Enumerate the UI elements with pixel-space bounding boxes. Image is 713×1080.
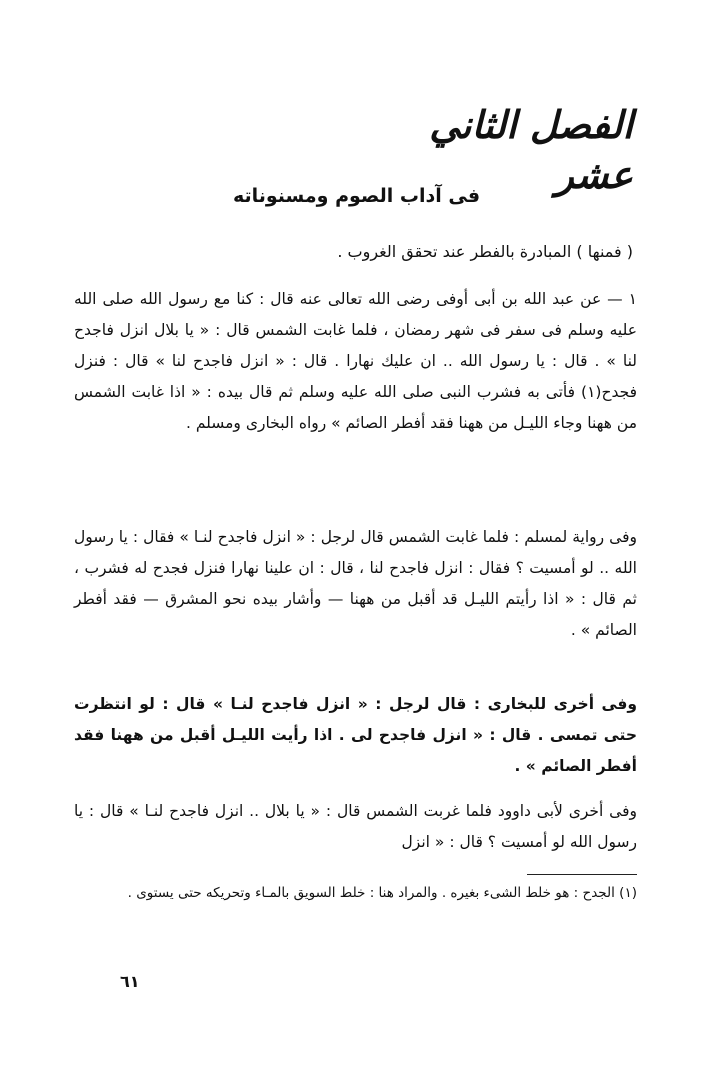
hadith-paragraph: وفى أخرى لأبى داوود فلما غربت الشمس قال : « يا بلال .. انزل فاجدح لنـا » قال : يا رسول الله لو أمسيت ؟ قال : « انزل [74,802,637,851]
hadith-paragraph: وفى أخرى للبخارى : قال لرجل : « انزل فاجدح لنـا » قال : لو انتظرت حتى تمسى . قال : « انزل فاجدح لى . اذا رأيت الليـل أقبل من ههنا فقد أفطر الصائم » . [74,695,637,775]
section-title: فى آداب الصوم ومسنوناته [232,185,481,207]
footnote: (١) الجدح : هو خلط الشىء بغيره . والمراد هنا : خلط السويق بالمـاء وتحريكه حتى يستوى . [127,885,637,901]
chapter-title: الفصل الثاني عشر [429,102,633,197]
hadith-paragraph: ١ — عن عبد الله بن أبى أوفى رضى الله تعالى عنه قال : كنا مع رسول الله صلى الله عليه وسلم فى سفر فى شهر رمضان ، فلما غابت الشمس قال : « يا بلال انزل فاجدح لنا » . قال : يا رسول الله .. ان عليك نهارا . قال : « انزل فاجدح لنا » قال : فنزل فجدح(١) فأتى به فشرب النبى صلى الله عليه وسلم ثم قال بيده : « اذا غابت الشمس من ههنا وجاء الليـل من ههنا فقد أفطر الصائم » رواه البخارى ومسلم . [74,290,637,432]
intro-line: ( فمنها ) المبادرة بالفطر عند تحقق الغروب . [337,242,633,261]
footnote-divider [527,874,637,875]
page-number: ٦١ [120,972,140,991]
hadith-paragraph: وفى رواية لمسلم : فلما غابت الشمس قال لرجل : « انزل فاجدح لنـا » فقال : يا رسول الله .. لو أمسيت ؟ فقال : انزل فاجدح لنا ، قال : ان علينا نهارا فنزل فجدح له فشرب ، ثم قال : « اذا رأيتم الليـل قد أقبل من ههنا — وأشار بيده نحو المشرق — فقد أفطر الصائم » . [74,528,637,639]
